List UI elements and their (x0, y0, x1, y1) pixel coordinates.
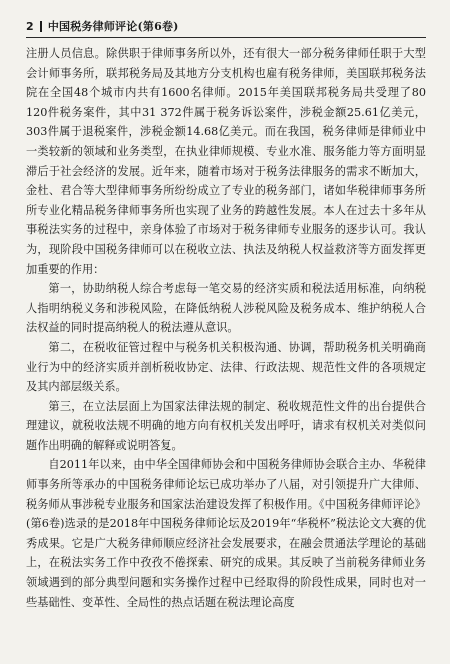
body-text (26, 44, 426, 656)
running-header (26, 17, 426, 35)
book-title: 中国税务律师评论(第6卷) (47, 20, 179, 33)
header-separator (40, 21, 42, 32)
paragraph: 注册人员信息。除供职于律师事务所以外，还有很大一部分税务律师任职于大型会计师事务所，联邦税务局及其地方分支机构也雇有税务律师，美国联邦税务法院在全国48个城市内共有1600名律师。2015年美国联邦税务局共受理了80 120件税务案件，其中31 372件属于税务诉讼案件，涉税金额25.61亿美元，303件属于退税案件，涉税金额14.68亿美元。而在我国，税务律师是律师业中一类较新的领域和业务类型，在执业律师规模、专业水准、服务能力等方面明显滞后于社会经济的发展。近年来，随着市场对于税务法律服务的需求不断加大，金杜、君合等大型律师事务所纷纷成立了专业的税务部门，诸如华税律师事务所所专业化精品税务律师事务所也实现了业务的跨越性发展。本人在过去十多年从事税法实务的过程中，亲身体验了市场对于税务律师专业服务的逐步认可。我认为，现阶段中国税务律师可以在税收立法、执法及纳税人权益救济等方面发挥更加重要的作用： (26, 47, 426, 276)
paragraph: 第一，协助纳税人综合考虑每一笔交易的经济实质和税法适用标准，向纳税人指明纳税义务和涉税风险，在降低纳税人涉税风险及税务成本、维护纳税人合法权益的同时提高纳税人的税法遵从意识。 (26, 282, 426, 335)
header-rule (26, 37, 426, 38)
paragraph: 第二，在税收征管过程中与税务机关积极沟通、协调，帮助税务机关明确商业行为中的经济实质并剖析税收协定、法律、行政法规、规范性文件的各项规定及其内部层级关系。 (26, 340, 426, 394)
page-number: 2 (26, 19, 34, 33)
paragraph: 第三，在立法层面上为国家法律法规的制定、税收规范性文件的出台提供合理建议，就税收法规不明确的地方向有权机关发出呼吁，请求有权机关对类似问题作出明确的解释或说明答复。 (26, 399, 426, 452)
paragraph: 自2011年以来，由中华全国律师协会和中国税务律师协会联合主办、华税律师事务所等承办的中国税务律师论坛已成功举办了八届，对引领提升广大律师、税务师从事涉税专业服务和国家法治建设发挥了积极作用。《中国税务律师评论》(第6卷)选录的是2018年中国税务律师论坛及2019年“华税杯”税法论文大赛的优秀成果。它是广大税务律师顺应经济社会发展要求，在融会贯通法学理论的基础上，在税法实务工作中孜孜不倦探索、研究的成果。其反映了当前税务律师业务领域遇到的部分典型问题和实务操作过程中已经取得的阶段性成果，同时也对一些基础性、变革性、全局性的热点话题在税法理论高度 (26, 458, 426, 609)
